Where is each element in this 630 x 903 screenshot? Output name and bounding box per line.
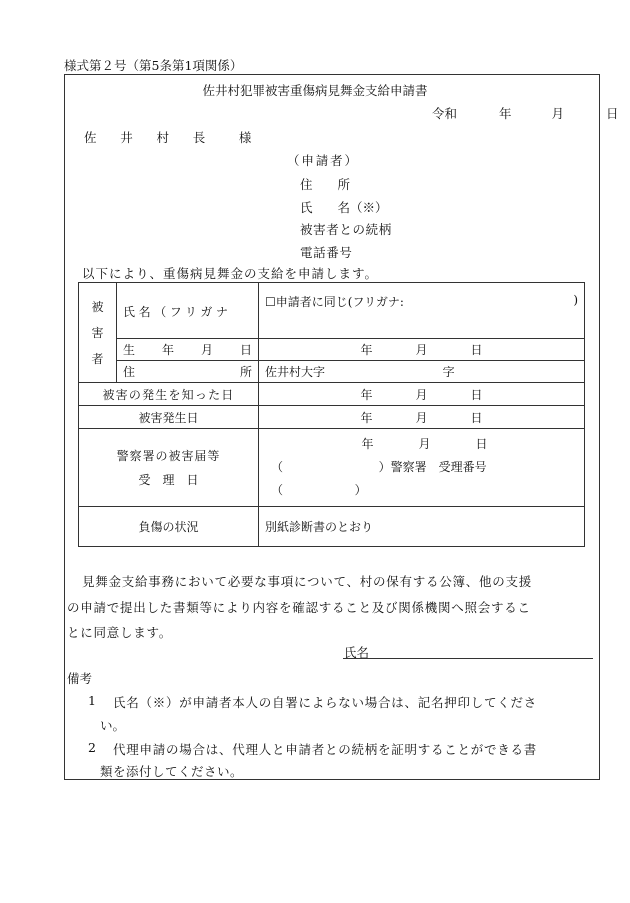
furigana-close: ) [573,293,578,307]
note-1-line-2: い。 [100,718,126,733]
addressee-name: 佐 井 村 長 [84,130,211,145]
date-era: 令和 [432,106,458,121]
victim-address-label: 住 所 [117,361,259,383]
police-label: 警察署の被害届等 受 理 日 [79,429,259,507]
applicant-name-label: 氏 名（※） [300,200,388,215]
note-1-number: 1 [88,693,96,708]
form-title: 佐井村犯罪被害重傷病見舞金支給申請書 [202,83,428,98]
note-1-line-1: 氏名（※）が申請者本人の自署によらない場合は、記名押印してくださ [113,695,538,710]
birth-value: 年 月 日 [259,339,585,361]
victim-name-cell [259,283,585,339]
date-year: 年 [498,106,512,121]
birth-label: 生 年 月 日 [117,339,259,361]
date-line [432,104,618,122]
same-as-applicant-checkbox[interactable]: ☐申請者に同じ(フリガナ: [265,295,404,309]
injury-value: 別紙診断書のとおり [259,507,585,547]
signature-label: 氏名 [344,645,370,660]
applicant-heading: （申請者） [287,153,359,168]
occur-date-value: 年 月 日 [259,406,585,429]
notes-heading: 備考 [67,671,93,686]
addressee-honorific: 様 [238,130,252,145]
consent-line-2: の申請で提出した書類等により内容を確認すること及び関係機関へ照会するこ [67,600,531,615]
victim-label: 被 害 者 [79,283,117,383]
victim-name-label: 氏名（フリガナ [117,283,259,339]
consent-line-1: 見舞金支給事務において必要な事項について、村の保有する公簿、他の支援 [82,574,533,589]
known-date-label: 被害の発生を知った日 [79,383,259,406]
applicant-relation-label: 被害者との続柄 [300,222,392,237]
date-month: 月 [551,106,564,121]
victim-address-value: 佐井村大字 字 [259,361,585,383]
occur-date-label: 被害発生日 [79,406,259,429]
police-value: 年 月 日 （ ）警察署 受理番号 （ ） [259,429,585,507]
note-2-line-1: 代理申請の場合は、代理人と申請者との続柄を証明することができる書 [113,742,538,757]
form-number: 様式第２号（第5条第1項関係） [64,58,243,73]
signature-line [343,658,593,659]
applicant-phone-label: 電話番号 [300,245,353,260]
note-2-line-2: 類を添付してください。 [100,764,244,779]
addressee [84,128,251,146]
applicant-address-label: 住 所 [300,177,351,192]
date-day: 日 [605,106,619,121]
application-table [78,282,585,547]
intro-text: 以下により、重傷病見舞金の支給を申請します。 [82,266,379,281]
note-2-number: 2 [88,740,96,755]
injury-label: 負傷の状況 [79,507,259,547]
consent-line-3: とに同意します。 [67,625,173,640]
known-date-value: 年 月 日 [259,383,585,406]
